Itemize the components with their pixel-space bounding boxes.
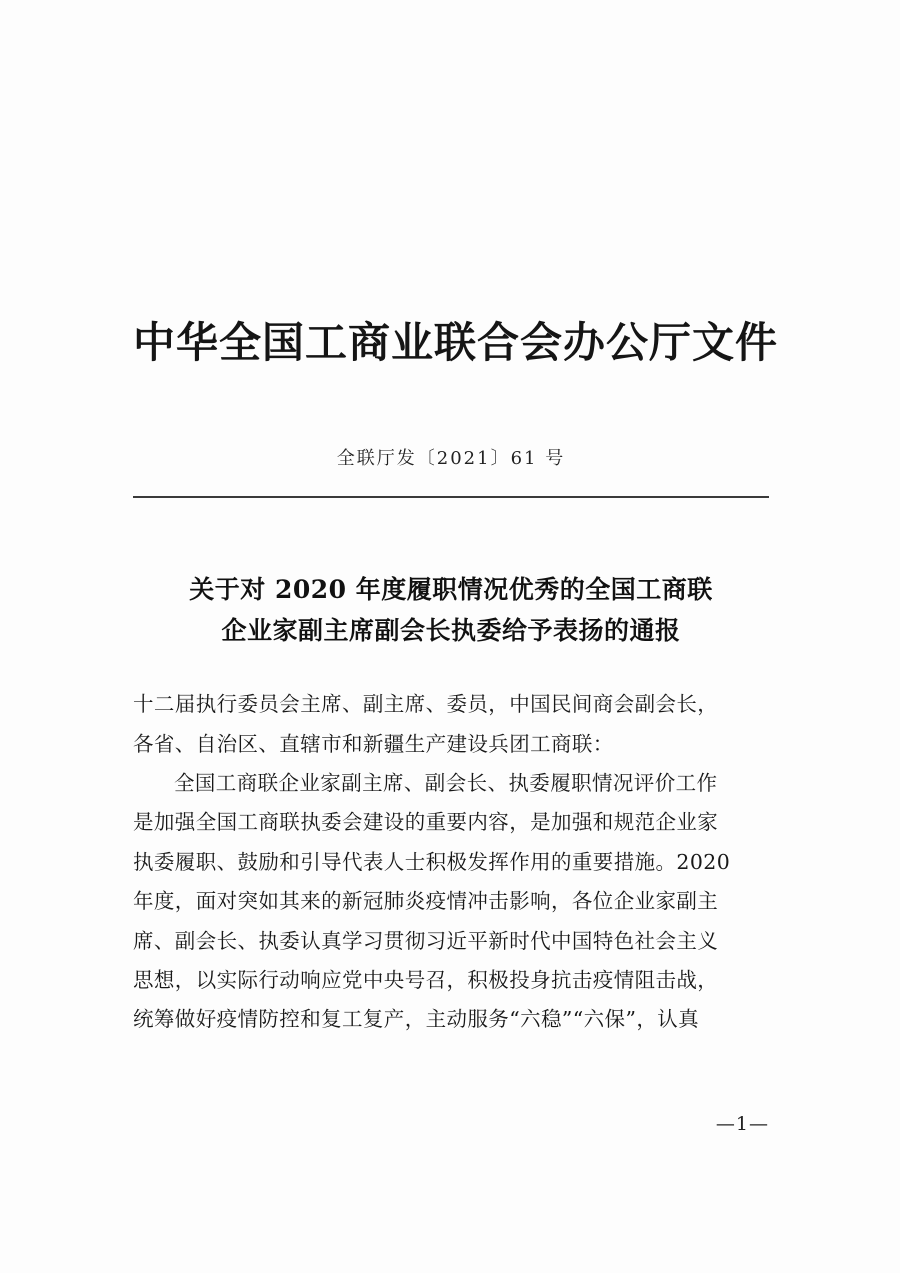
body-line-2: 是加强全国工商联执委会建设的重要内容，是加强和规范企业家 xyxy=(133,810,719,835)
recipient-line-1: 十二届执行委员会主席、副主席、委员，中国民间商会副会长， xyxy=(133,692,719,717)
body-line-4: 年度，面对突如其来的新冠肺炎疫情冲击影响，各位企业家副主 xyxy=(133,889,719,914)
body-line-6: 思想，以实际行动响应党中央号召，积极投身抗击疫情阻击战， xyxy=(133,967,719,992)
body-line-3: 执委履职、鼓励和引导代表人士积极发挥作用的重要措施。2020 xyxy=(133,849,731,874)
document-content xyxy=(133,0,779,1040)
document-masthead: 中华全国工商业联合会办公厅文件 xyxy=(133,318,779,367)
header-divider-rule xyxy=(133,496,769,498)
body-line-5: 席、副会长、执委认真学习贯彻习近平新时代中国特色社会主义 xyxy=(133,928,719,953)
document-paragraph-1 xyxy=(133,764,769,1040)
document-title-line-1: 关于对 2020 年度履职情况优秀的全国工商联 xyxy=(189,575,713,605)
document-recipients xyxy=(133,685,769,764)
document-title-line-2: 企业家副主席副会长执委给予表扬的通报 xyxy=(221,615,681,645)
recipient-line-2: 各省、自治区、直辖市和新疆生产建设兵团工商联： xyxy=(133,731,614,756)
body-line-1: 全国工商联企业家副主席、副会长、执委履职情况评价工作 xyxy=(174,771,718,796)
document-number: 全联厅发〔2021〕61 号 xyxy=(336,448,566,470)
document-title xyxy=(133,570,769,651)
page-number: —1— xyxy=(715,1113,769,1135)
body-line-7: 统筹做好疫情防控和复工复产，主动服务“六稳”“六保”，认真 xyxy=(133,1007,700,1032)
